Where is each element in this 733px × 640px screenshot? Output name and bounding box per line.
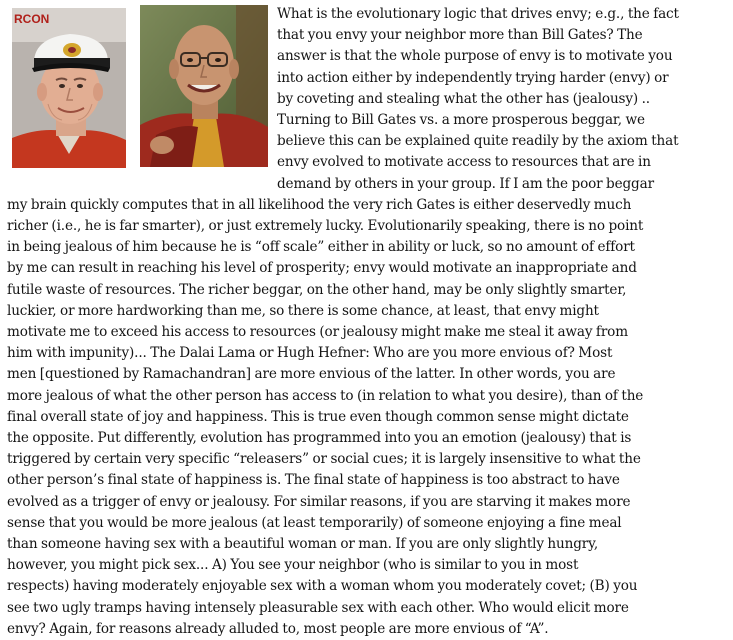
article-line: demand by others in your group. If I am the poor beggar (277, 175, 654, 192)
article-line: other person’s final state of happiness is. The final state of happiness is too abstract to have (7, 472, 620, 489)
article-line: richer (i.e., he is far smarter), or just extremely lucky. Evolutionarily speaking, there is no point (7, 218, 644, 235)
article-line: see two ugly tramps having intensely pleasurable sex with each other. Who would elicit more (7, 599, 629, 616)
article-line: more jealous of what the other person has access to (in relation to what you desire), than of the (7, 387, 644, 404)
article-line: What is the evolutionary logic that drives envy; e.g., the fact (277, 6, 679, 22)
article-line: sense that you would be more jealous (at least temporarily) of someone enjoying a fine meal (7, 514, 622, 531)
article-line: by coveting and stealing what the other has (jealousy) .. (277, 90, 650, 107)
article-line: respects) having moderately enjoyable sex with a woman whom you moderately covet; (B) you (7, 578, 638, 595)
article-line: my brain quickly computes that in all likelihood the very rich Gates is either deservedly much (7, 196, 632, 213)
article-line: than someone having sex with a beautiful woman or man. If you are only slightly hungry, (7, 536, 599, 553)
article-line: by me can result in reaching his level of prosperity; envy would motivate an inappropriate and (7, 260, 637, 277)
article-line: futile waste of resources. The richer beggar, on the other hand, may be only slightly smarter, (7, 281, 627, 298)
article-text (7, 4, 729, 640)
article-line: into action either by independently trying harder (envy) or (277, 69, 669, 86)
article-line: triggered by certain very specific “releasers” or social cues; it is largely insensitive to what the (7, 451, 641, 468)
article-line: men [questioned by Ramachandran] are more envious of the latter. In other words, you are (7, 366, 616, 383)
backdrop-logo-text: RCON (14, 12, 50, 26)
article-line: final overall state of joy and happiness. This is true even though common sense might dictate (7, 408, 629, 425)
article-line: him with impunity)... The Dalai Lama or Hugh Hefner: Who are you more envious of? Most (7, 345, 613, 362)
article-line: answer is that the whole purpose of envy is to motivate you (277, 48, 673, 65)
article-line: envy? Again, for reasons already alluded to, most people are more envious of “A”. (7, 620, 549, 637)
article-line: motivate me to exceed his access to resources (or jealousy might make me steal it away from (7, 324, 628, 341)
article-line: Turning to Bill Gates vs. a more prosperous beggar, we (277, 112, 645, 129)
article-line: in being jealous of him because he is “off scale” either in ability or luck, so no amount of effort (7, 239, 635, 256)
article-line: luckier, or more hardworking than me, so there is some chance, at least, that envy might (7, 302, 599, 319)
article-line: the opposite. Put differently, evolution has programmed into you an emotion (jealousy) that is (7, 430, 632, 447)
article-line: evolved as a trigger of envy or jealousy. For similar reasons, if you are starving it makes more (7, 493, 631, 510)
article-line: that you envy your neighbor more than Bill Gates? The (277, 27, 643, 44)
article-line: however, you might pick sex... A) You see your neighbor (who is similar to you in most (7, 557, 579, 574)
article-line: believe this can be explained quite readily by the axiom that (277, 133, 679, 150)
article-line: envy evolved to motivate access to resources that are in (277, 154, 651, 171)
